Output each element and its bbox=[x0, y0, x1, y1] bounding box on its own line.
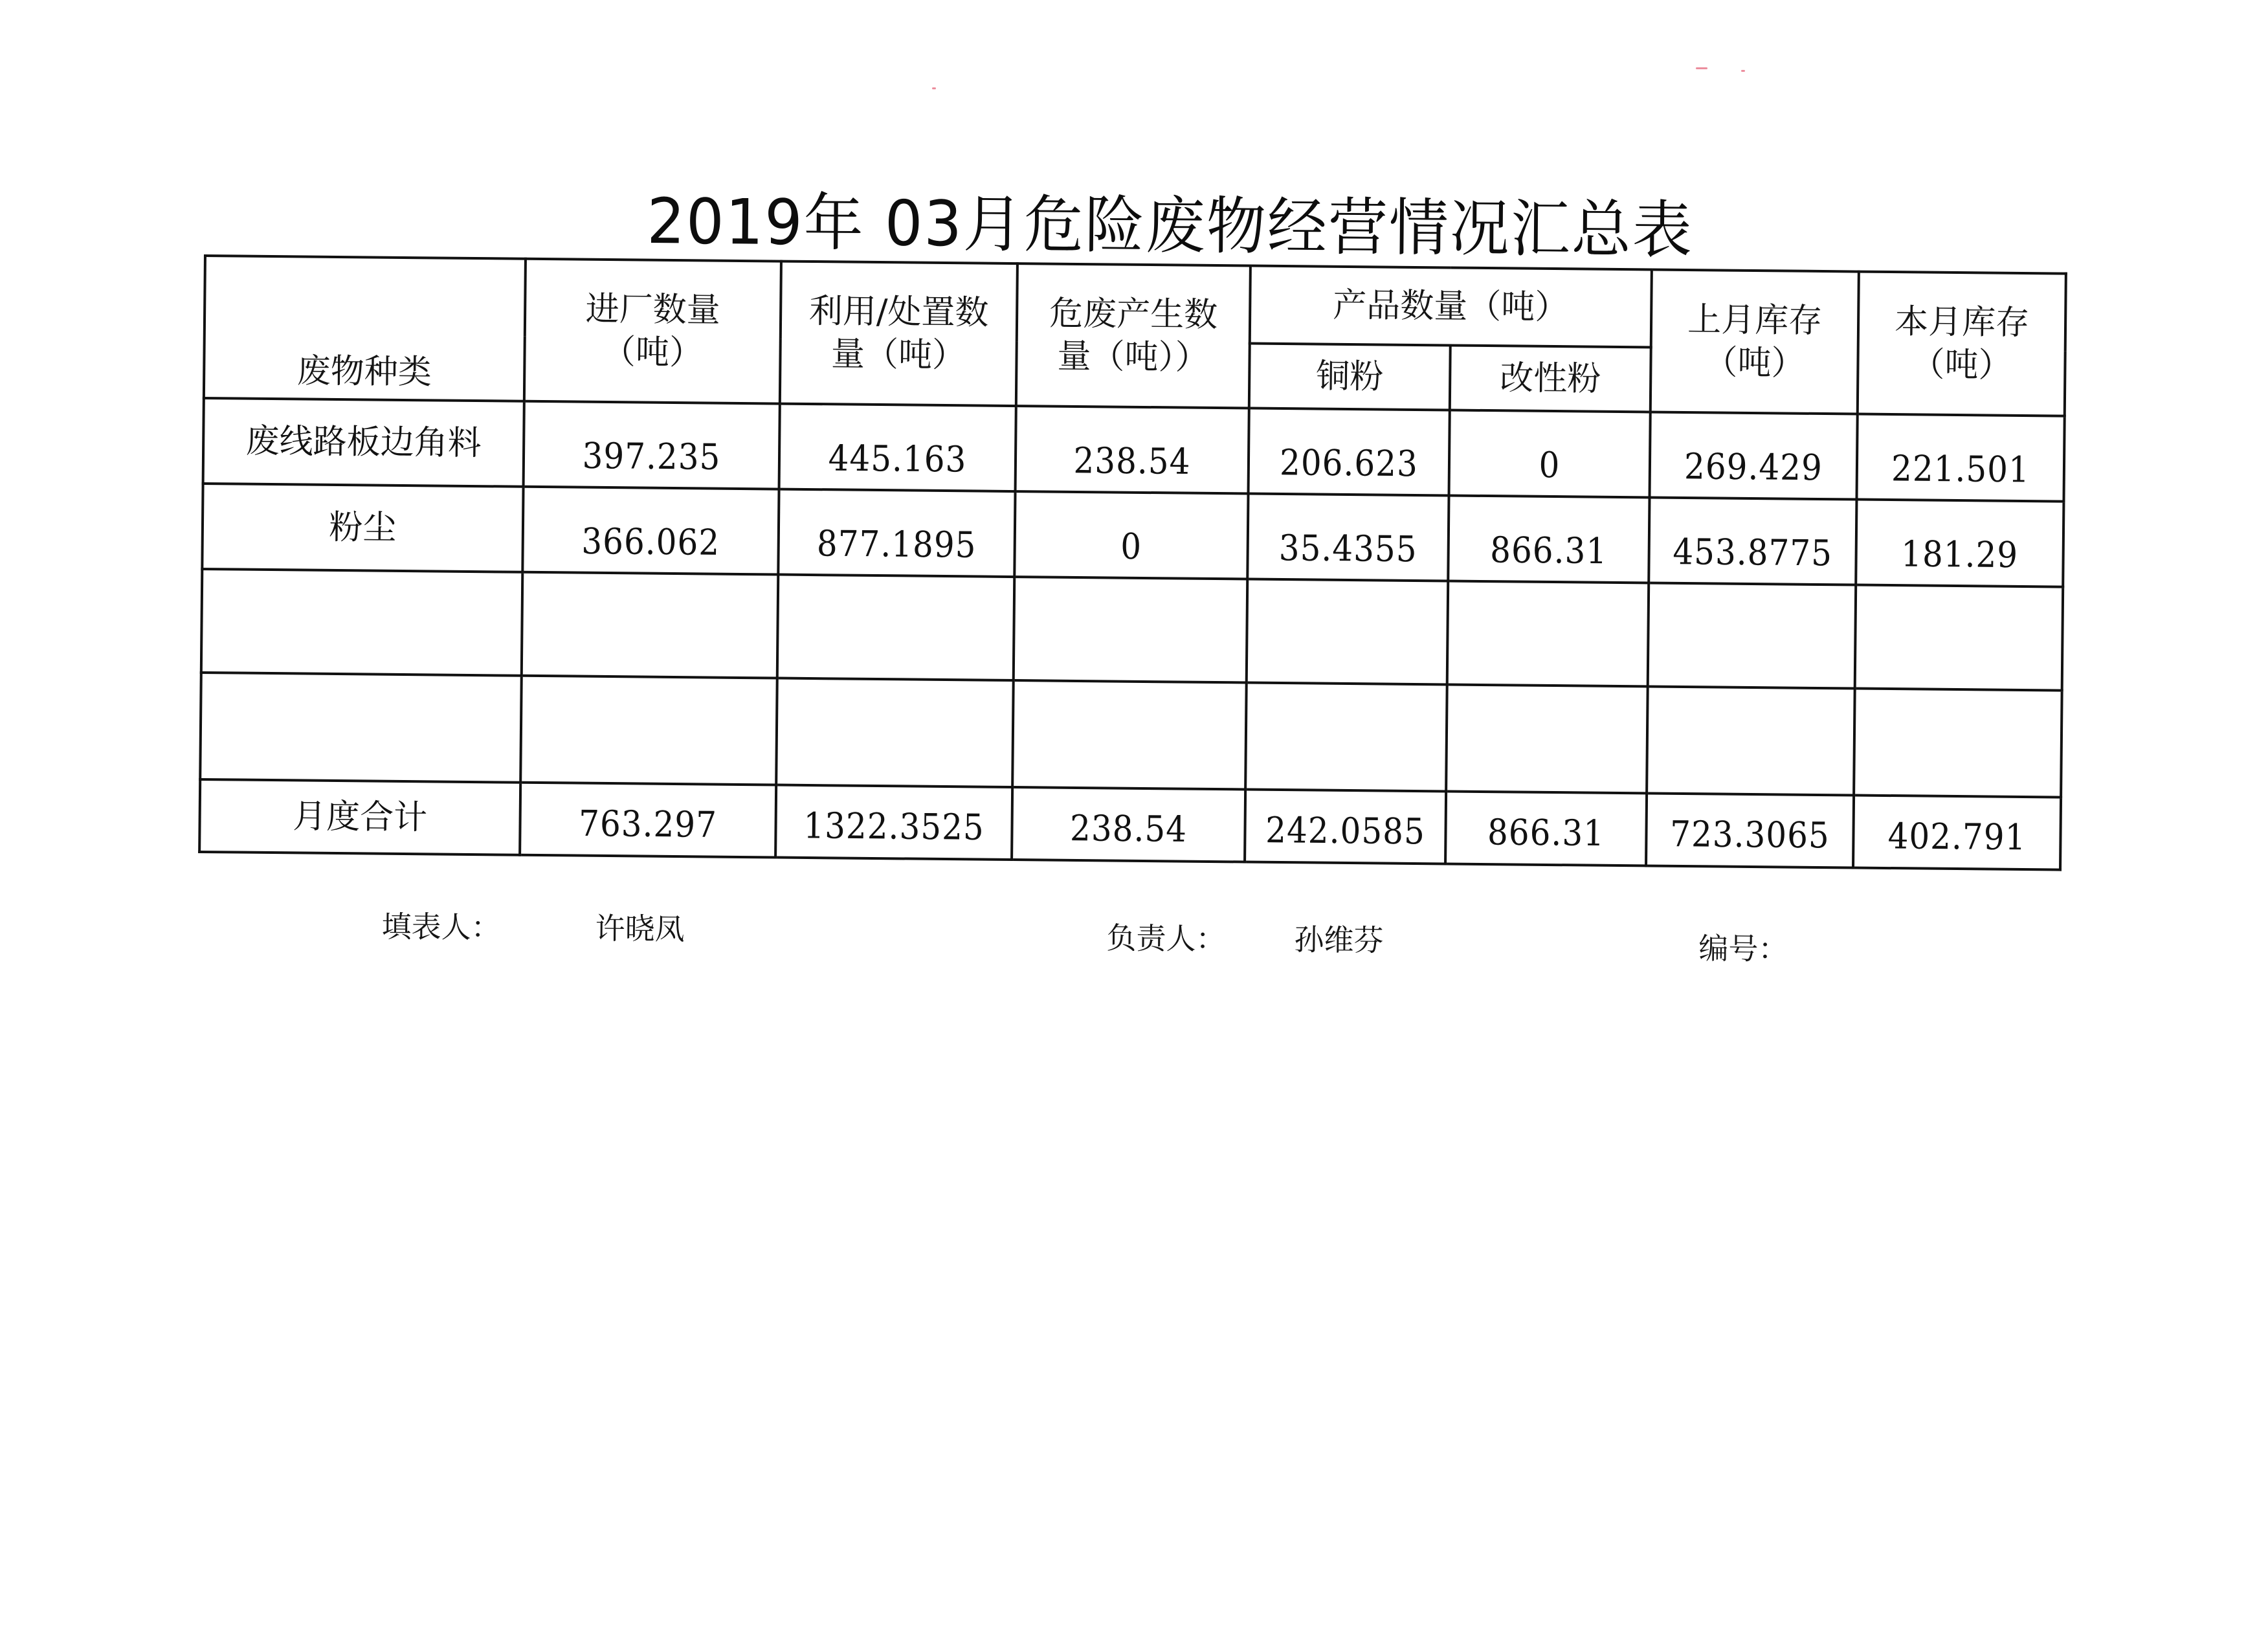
header-generated bbox=[1016, 263, 1251, 408]
signature-footer bbox=[0, 900, 2268, 972]
table-row-total bbox=[199, 779, 2061, 870]
scan-speck bbox=[1696, 67, 1707, 69]
header-utilized bbox=[780, 262, 1017, 406]
filler-label: 填表人： bbox=[381, 909, 501, 945]
cell-modified-powder: 0 bbox=[1449, 406, 1650, 502]
document-title: 2019年 03月危险废物经营情况汇总表 bbox=[647, 184, 1694, 267]
cell-last-month-stock bbox=[1648, 577, 1856, 693]
header-copper-powder-label: 铜粉 bbox=[1315, 357, 1384, 397]
cell-generated bbox=[1014, 572, 1248, 687]
cell-this-month-stock: 221.501 bbox=[1856, 410, 2064, 506]
header-waste-type-label: 废物种类 bbox=[296, 352, 432, 392]
cell-total-label: 月度合计 bbox=[199, 779, 520, 855]
header-last-month-line2: （吨） bbox=[1704, 343, 1805, 383]
cell-incoming bbox=[522, 567, 779, 684]
cell-utilized: 445.163 bbox=[779, 399, 1016, 496]
header-generated-line1: 危废产生数 bbox=[1049, 294, 1218, 335]
cell-copper-powder: 206.623 bbox=[1248, 404, 1449, 500]
scan-speck bbox=[1741, 70, 1745, 72]
waste-summary-table bbox=[198, 254, 2067, 871]
header-copper-powder bbox=[1249, 344, 1451, 410]
cell-last-month-stock bbox=[1647, 681, 1855, 801]
cell-utilized: 877.1895 bbox=[778, 485, 1015, 581]
header-waste-type bbox=[204, 256, 526, 401]
cell-last-month-stock: 269.429 bbox=[1649, 408, 1857, 504]
cell-generated: 238.54 bbox=[1015, 401, 1249, 498]
header-incoming-line1: 进厂数量 bbox=[585, 289, 720, 330]
owner-name: 孙维芬 bbox=[1294, 922, 1384, 958]
header-this-month-line2: （吨） bbox=[1911, 345, 2012, 385]
owner-label: 负责人： bbox=[1106, 920, 1226, 957]
cell-total-this-month-stock: 402.791 bbox=[1853, 792, 2061, 873]
cell-utilized bbox=[777, 570, 1015, 686]
header-incoming-line2: （吨） bbox=[601, 332, 704, 373]
header-incoming bbox=[524, 259, 781, 404]
header-utilized-line2: 量（吨） bbox=[830, 335, 966, 375]
table-row-empty bbox=[201, 569, 2063, 691]
cell-total-modified-powder: 866.31 bbox=[1445, 788, 1647, 869]
cell-waste-type bbox=[201, 569, 523, 676]
cell-total-generated: 238.54 bbox=[1012, 783, 1245, 865]
cell-utilized bbox=[776, 673, 1014, 792]
header-last-month-line1: 上月库存 bbox=[1687, 300, 1823, 341]
cell-modified-powder bbox=[1447, 575, 1649, 691]
header-product-qty-label: 产品数量（吨） bbox=[1333, 285, 1569, 328]
table-row-empty bbox=[200, 673, 2062, 798]
header-row-1 bbox=[205, 256, 2066, 352]
cell-total-last-month-stock: 723.3065 bbox=[1646, 790, 1854, 871]
cell-generated: 0 bbox=[1014, 487, 1248, 583]
header-modified-powder bbox=[1450, 345, 1651, 412]
header-this-month-line1: 本月库存 bbox=[1894, 302, 2030, 343]
cell-copper-powder bbox=[1245, 677, 1447, 796]
header-this-month-stock bbox=[1858, 272, 2066, 416]
cell-this-month-stock: 181.29 bbox=[1856, 495, 2063, 591]
cell-modified-powder: 866.31 bbox=[1448, 491, 1649, 587]
header-modified-powder-label: 改性粉 bbox=[1499, 359, 1601, 399]
header-generated-line2: 量（吨）） bbox=[1057, 337, 1209, 377]
cell-total-utilized: 1322.3525 bbox=[775, 781, 1012, 864]
header-utilized-line1: 利用/处置数 bbox=[808, 291, 989, 333]
cell-copper-powder: 35.4355 bbox=[1247, 489, 1449, 585]
header-product-qty bbox=[1250, 266, 1652, 348]
cell-copper-powder bbox=[1247, 574, 1449, 689]
summary-table-wrapper bbox=[198, 254, 2065, 871]
cell-generated bbox=[1012, 675, 1247, 795]
cell-this-month-stock bbox=[1854, 683, 2062, 803]
cell-incoming: 366.062 bbox=[522, 482, 779, 579]
cell-waste-type: 废线路板边角料 bbox=[203, 398, 524, 487]
cell-last-month-stock: 453.8775 bbox=[1649, 493, 1856, 589]
filler-name: 许晓凤 bbox=[595, 911, 685, 947]
scan-speck bbox=[932, 87, 936, 89]
cell-this-month-stock bbox=[1855, 580, 2063, 696]
cell-waste-type: 粉尘 bbox=[202, 484, 523, 572]
cell-total-copper-powder: 242.0585 bbox=[1245, 786, 1446, 867]
cell-incoming: 397.235 bbox=[524, 397, 780, 493]
code-label: 编号： bbox=[1698, 930, 1788, 967]
cell-incoming bbox=[520, 670, 777, 790]
header-last-month-stock bbox=[1651, 269, 1859, 414]
cell-modified-powder bbox=[1446, 679, 1648, 798]
cell-total-incoming: 763.297 bbox=[520, 779, 776, 861]
cell-waste-type bbox=[200, 673, 522, 783]
